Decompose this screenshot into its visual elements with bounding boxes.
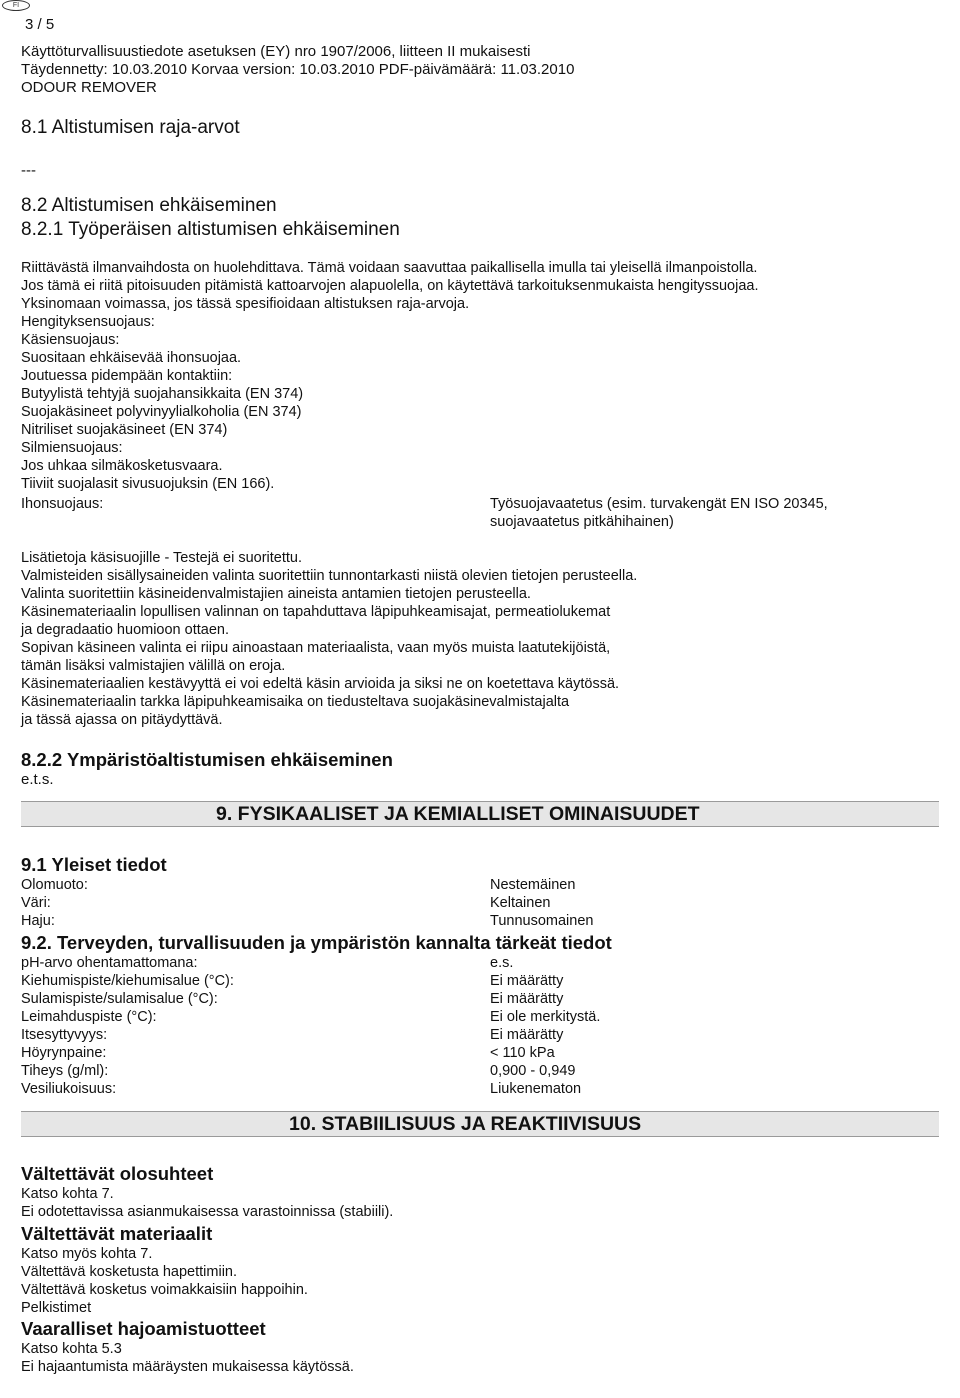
text-line: Yksinomaan voimassa, jos tässä spesifioidaan altistuksen raja-arvoja. bbox=[21, 296, 470, 312]
text-line: Jos uhkaa silmäkosketusvaara. bbox=[21, 458, 223, 474]
property-row bbox=[21, 990, 921, 1008]
section-9-title: 9. FYSIKAALISET JA KEMIALLISET OMINAISUUDET bbox=[216, 803, 700, 825]
property-value: Keltainen bbox=[490, 895, 551, 911]
text-line: ja degradaatio huomioon ottaen. bbox=[21, 622, 229, 638]
property-row bbox=[21, 972, 921, 990]
property-value: Liukenematon bbox=[490, 1081, 582, 1097]
text-line: Vältettävä kosketusta hapettimiin. bbox=[21, 1264, 238, 1280]
text-line: Nitriliset suojakäsineet (EN 374) bbox=[21, 422, 228, 438]
text-line: Valinta suoritettiin käsineidenvalmistajien aineista antamien tietojen perusteella. bbox=[21, 586, 531, 602]
language-badge: FI bbox=[2, 0, 30, 11]
section-8-1-title: 8.1 Altistumisen raja-arvot bbox=[21, 117, 240, 138]
section-8-2-2-title: 8.2.2 Ympäristöaltistumisen ehkäiseminen bbox=[21, 749, 393, 770]
skin-protection-value-2: suojavaatetus pitkähihainen) bbox=[490, 514, 674, 530]
text-line: tämän lisäksi valmistajien välillä on eroja. bbox=[21, 658, 286, 674]
text-line: Tiiviit suojalasit sivusuojuksin (EN 166). bbox=[21, 476, 275, 492]
property-value: Ei ole merkitystä. bbox=[490, 1009, 601, 1025]
skin-protection-label: Ihonsuojaus: bbox=[21, 496, 104, 512]
property-label: Tiheys (g/ml): bbox=[21, 1063, 109, 1079]
decomposition-title: Vaaralliset hajoamistuotteet bbox=[21, 1318, 266, 1339]
property-label: pH-arvo ohentamattomana: bbox=[21, 955, 198, 971]
property-row bbox=[21, 894, 921, 912]
property-value: Nestemäinen bbox=[490, 877, 576, 893]
text-line: Katso kohta 5.3 bbox=[21, 1341, 122, 1357]
property-row bbox=[21, 1062, 921, 1080]
section-9-1-title: 9.1 Yleiset tiedot bbox=[21, 854, 167, 875]
section-8-2-1-title: 8.2.1 Työperäisen altistumisen ehkäiseminen bbox=[21, 219, 400, 240]
property-label: Sulamispiste/sulamisalue (°C): bbox=[21, 991, 218, 1007]
text-line: Jos tämä ei riitä pitoisuuden pitämistä kattoarvojen alapuolella, on käytettävä tarkoituksenmukaista hengityssuojaa. bbox=[21, 278, 759, 294]
text-line: Valmisteiden sisällysaineiden valinta suoritettiin tunnontarkasti niistä olevien tietojen perusteella. bbox=[21, 568, 638, 584]
text-line: Käsinemateriaalien kestävyyttä ei voi edeltä käsin arvioida ja siksi ne on koetettava käytössä. bbox=[21, 676, 620, 692]
conditions-title: Vältettävät olosuhteet bbox=[21, 1163, 214, 1184]
text-line: Joutuessa pidempään kontaktiin: bbox=[21, 368, 233, 384]
property-label: Haju: bbox=[21, 913, 55, 929]
text-line: Hengityksensuojaus: bbox=[21, 314, 155, 330]
property-row bbox=[21, 1008, 921, 1026]
text-line: ja tässä ajassa on pitäydyttävä. bbox=[21, 712, 223, 728]
text-line: Suojakäsineet polyvinyylialkoholia (EN 374) bbox=[21, 404, 302, 420]
text-line: Lisätietoja käsisuojille - Testejä ei suoritettu. bbox=[21, 550, 303, 566]
regulation-line: Käyttöturvallisuustiedote asetuksen (EY) nro 1907/2006, liitteen II mukaisesti bbox=[21, 43, 531, 60]
property-value: 0,900 - 0,949 bbox=[490, 1063, 576, 1079]
text-line: Suositaan ehkäisevää ihonsuojaa. bbox=[21, 350, 242, 366]
gloves-text bbox=[21, 549, 637, 729]
text-line: Pelkistimet bbox=[21, 1300, 92, 1316]
property-label: Itsesyttyvyys: bbox=[21, 1027, 108, 1043]
section-10-bar bbox=[21, 1111, 939, 1137]
property-row bbox=[21, 876, 921, 894]
property-row bbox=[21, 1044, 921, 1062]
skin-protection-value-1: Työsuojavaatetus (esim. turvakengät EN ISO 20345, bbox=[490, 496, 828, 512]
conditions-list bbox=[21, 1185, 393, 1221]
property-row bbox=[21, 912, 921, 930]
text-line: Ei odotettavissa asianmukaisessa varastoinnissa (stabiili). bbox=[21, 1204, 394, 1220]
property-label: Väri: bbox=[21, 895, 51, 911]
text-line: Riittävästä ilmanvaihdosta on huolehdittava. Tämä voidaan saavuttaa paikallisella imulla tai yleisellä ilmanpoistolla. bbox=[21, 260, 758, 276]
materials-list bbox=[21, 1245, 308, 1317]
dates-line: Täydennetty: 10.03.2010 Korvaa version: 10.03.2010 PDF-päivämäärä: 11.03.2010 bbox=[21, 61, 575, 78]
text-line: Katso kohta 7. bbox=[21, 1186, 114, 1202]
section-8-2-2-value: e.t.s. bbox=[21, 771, 54, 788]
property-value: Ei määrätty bbox=[490, 991, 564, 1007]
page-number: 3 / 5 bbox=[25, 16, 55, 33]
decomposition-list bbox=[21, 1340, 354, 1376]
exposure-text bbox=[21, 259, 759, 493]
text-line: Käsinemateriaalin tarkka läpipuhkeamisaika on tiedusteltava suojakäsinevalmistajalta bbox=[21, 694, 570, 710]
property-value: Tunnusomainen bbox=[490, 913, 594, 929]
property-label: Leimahduspiste (°C): bbox=[21, 1009, 157, 1025]
materials-title: Vältettävät materiaalit bbox=[21, 1223, 213, 1244]
property-value: Ei määrätty bbox=[490, 1027, 564, 1043]
text-line: Käsiensuojaus: bbox=[21, 332, 120, 348]
section-8-2-title: 8.2 Altistumisen ehkäiseminen bbox=[21, 195, 277, 216]
property-row bbox=[21, 954, 921, 972]
text-line: Silmiensuojaus: bbox=[21, 440, 123, 456]
text-line: Ei hajaantumista määräysten mukaisessa käytössä. bbox=[21, 1359, 354, 1375]
property-label: Kiehumispiste/kiehumisalue (°C): bbox=[21, 973, 234, 989]
section-10-title: 10. STABIILISUUS JA REAKTIIVISUUS bbox=[289, 1113, 642, 1135]
property-label: Vesiliukoisuus: bbox=[21, 1081, 117, 1097]
text-line: Sopivan käsineen valinta ei riipu ainoastaan materiaalista, vaan myös muista laatutekijöistä, bbox=[21, 640, 611, 656]
product-name: ODOUR REMOVER bbox=[21, 79, 157, 96]
text-line: Vältettävä kosketus voimakkaisiin happoihin. bbox=[21, 1282, 308, 1298]
section-9-2-title: 9.2. Terveyden, turvallisuuden ja ympäristön kannalta tärkeät tiedot bbox=[21, 932, 612, 953]
property-value: < 110 kPa bbox=[490, 1045, 555, 1061]
section-8-1-value: --- bbox=[21, 162, 36, 179]
text-line: Katso myös kohta 7. bbox=[21, 1246, 153, 1262]
property-row bbox=[21, 1026, 921, 1044]
property-label: Olomuoto: bbox=[21, 877, 88, 893]
property-value: Ei määrätty bbox=[490, 973, 564, 989]
section-9-bar bbox=[21, 801, 939, 827]
property-label: Höyrynpaine: bbox=[21, 1045, 107, 1061]
property-value: e.s. bbox=[490, 955, 514, 971]
property-row bbox=[21, 1080, 921, 1098]
text-line: Butyylistä tehtyjä suojahansikkaita (EN 374) bbox=[21, 386, 304, 402]
text-line: Käsinemateriaalin lopullisen valinnan on tapahduttava läpipuhkeamisajat, permeatiolukemat bbox=[21, 604, 611, 620]
